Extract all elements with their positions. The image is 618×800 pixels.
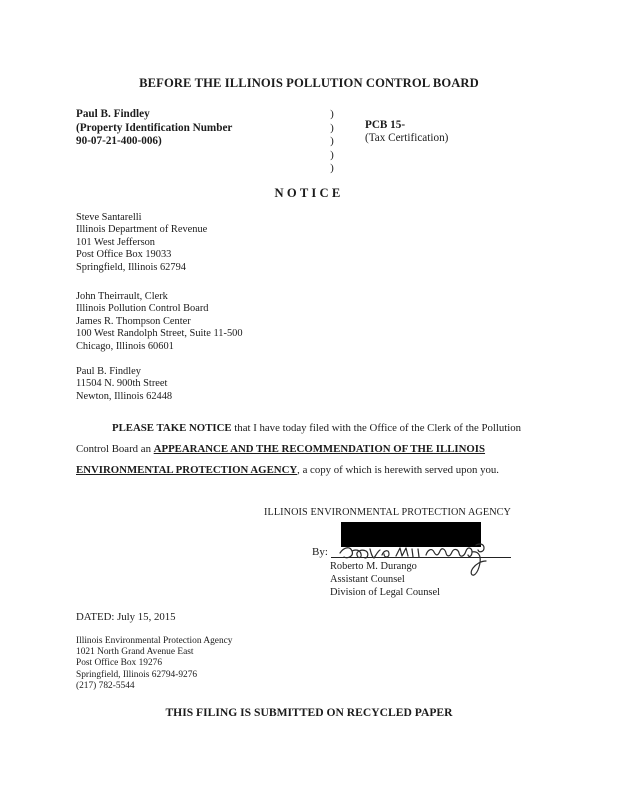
- case-caption-party: [76, 108, 232, 149]
- address-line: Illinois Department of Revenue: [76, 224, 208, 236]
- paren-mark: ): [330, 162, 334, 175]
- address-line: 100 West Randolph Street, Suite 11-500: [76, 328, 243, 340]
- signer-details: [330, 560, 440, 600]
- paragraph-line-3: [76, 460, 546, 481]
- signer-title: Assistant Counsel: [330, 574, 405, 586]
- address-line: John Theirrault, Clerk: [76, 291, 168, 302]
- address-line: Springfield, Illinois 62794: [76, 261, 186, 273]
- caption-line: Paul B. Findley: [76, 108, 150, 120]
- address-line: Steve Santarelli: [76, 212, 142, 223]
- caption-line: 90-07-21-400-006): [76, 135, 162, 148]
- signature-agency: ILLINOIS ENVIRONMENTAL PROTECTION AGENCY: [264, 507, 512, 518]
- paragraph-text: Control Board an: [76, 443, 154, 455]
- phone-number: (217) 782-5544: [76, 680, 135, 691]
- caption-parentheses: [327, 108, 337, 176]
- return-address: [76, 636, 232, 692]
- filing-title-part-1: APPEARANCE AND THE RECOMMENDATION OF THE ILLINOIS: [153, 443, 486, 455]
- notice-paragraph: [76, 418, 546, 481]
- dated-line: DATED: July 15, 2015: [76, 611, 176, 623]
- address-line: Newton, Illinois 62448: [76, 390, 173, 402]
- address-line: Post Office Box 19033: [76, 249, 172, 261]
- notice-title: NOTICE: [274, 186, 344, 200]
- signer-name: Roberto M. Durango: [330, 561, 417, 572]
- notice-lead-in: PLEASE TAKE NOTICE: [112, 422, 232, 434]
- recipient-address-2: [76, 291, 243, 353]
- paren-mark: ): [330, 108, 334, 120]
- address-line: Chicago, Illinois 60601: [76, 340, 174, 352]
- paragraph-text: that I have today filed with the Office of the Clerk of the Pollution: [231, 422, 522, 434]
- paragraph-text: , a copy of which is herewith served upon you.: [297, 464, 499, 476]
- case-number: PCB 15-: [365, 119, 406, 131]
- address-line: Post Office Box 19276: [76, 658, 163, 669]
- recycled-paper-footer: THIS FILING IS SUBMITTED ON RECYCLED PAPER: [165, 706, 453, 719]
- recipient-address-1: [76, 212, 207, 274]
- address-line: 101 West Jefferson: [76, 236, 156, 248]
- paren-mark: ): [330, 148, 334, 161]
- address-line: Illinois Environmental Protection Agency: [76, 636, 233, 646]
- caption-line: (Property Identification Number: [76, 121, 233, 134]
- paren-mark: ): [330, 121, 334, 134]
- case-type: (Tax Certification): [365, 132, 449, 144]
- paragraph-line-2: [76, 439, 546, 460]
- filing-title-part-2: ENVIRONMENTAL PROTECTION AGENCY: [76, 464, 298, 476]
- address-line: James R. Thompson Center: [76, 315, 191, 327]
- signer-division: Division of Legal Counsel: [330, 587, 440, 599]
- paren-mark: ): [330, 135, 334, 148]
- board-heading: BEFORE THE ILLINOIS POLLUTION CONTROL BOARD: [139, 76, 479, 90]
- address-line: Springfield, Illinois 62794-9276: [76, 669, 198, 680]
- address-line: 11504 N. 900th Street: [76, 378, 168, 390]
- recipient-address-3: [76, 366, 172, 403]
- address-line: Illinois Pollution Control Board: [76, 303, 209, 315]
- address-line: Paul B. Findley: [76, 366, 141, 377]
- by-label: By:: [312, 546, 328, 558]
- paragraph-line-1: [76, 418, 546, 439]
- address-line: 1021 North Grand Avenue East: [76, 647, 194, 658]
